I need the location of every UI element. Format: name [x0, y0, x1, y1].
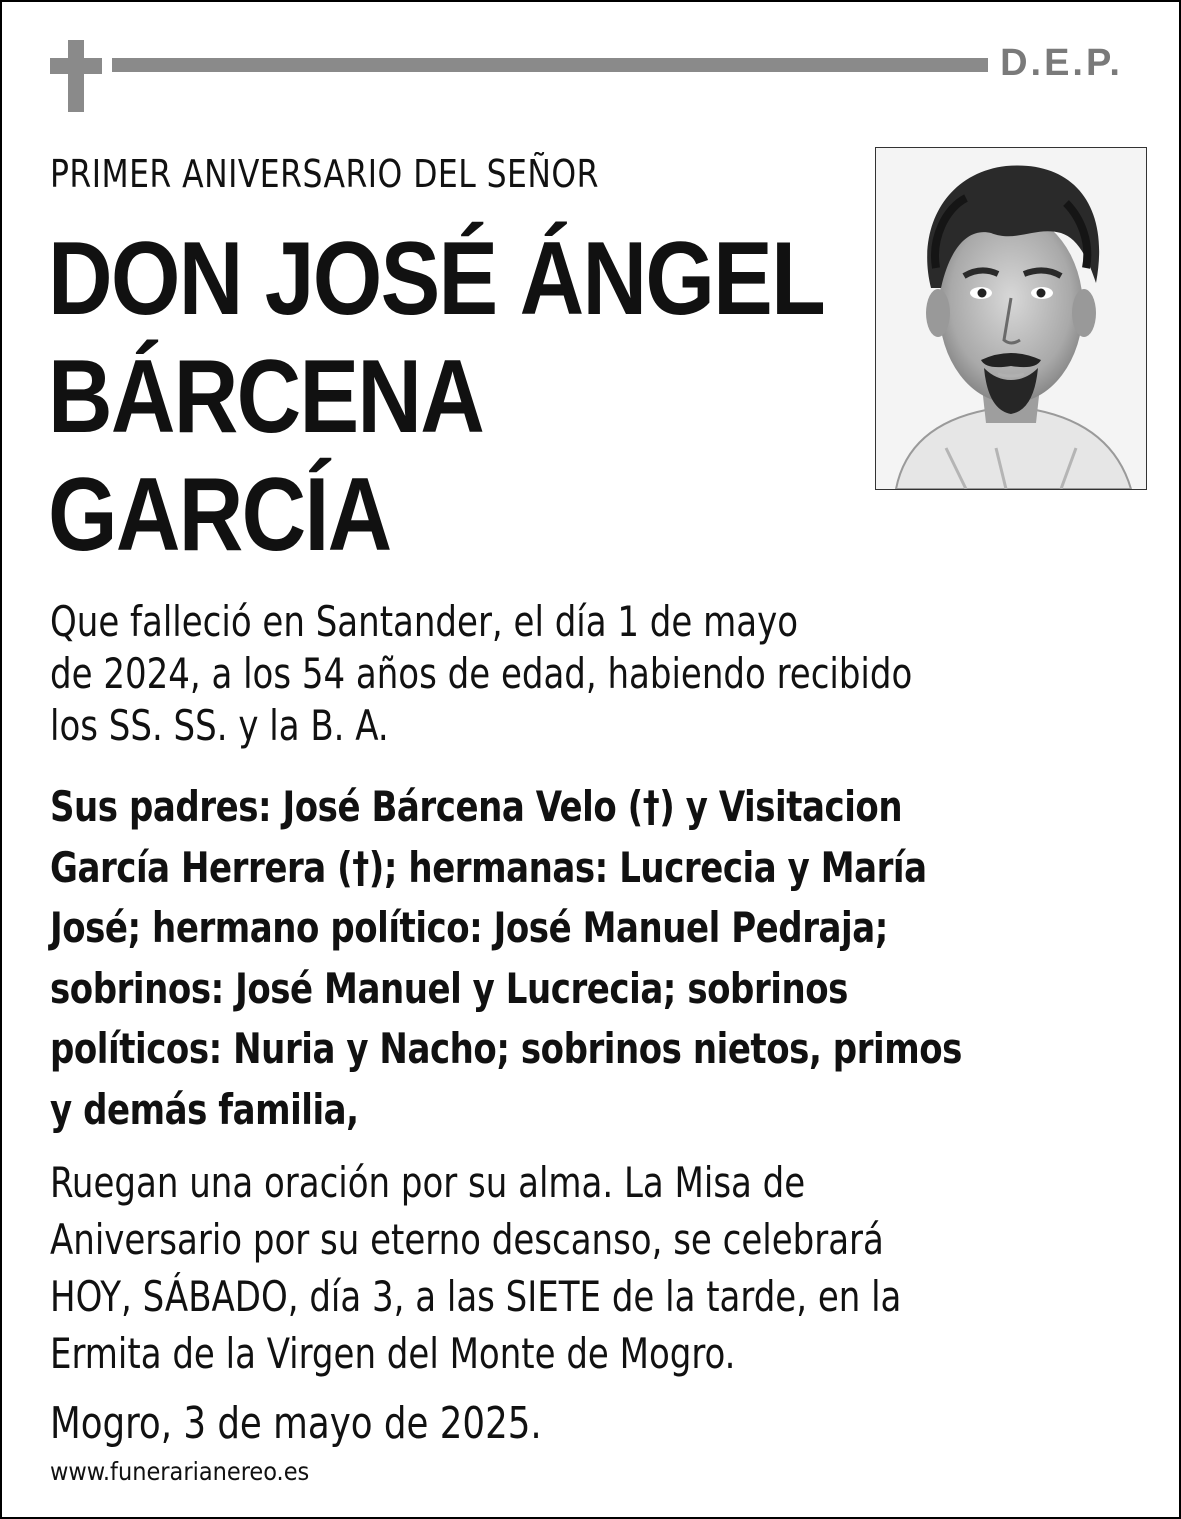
- portrait-photo: [875, 147, 1147, 490]
- text-line: Aniversario por su eterno descanso, se celebrará: [50, 1215, 884, 1264]
- cross-icon: [50, 40, 102, 112]
- text-line: Ruegan una oración por su alma. La Misa de: [50, 1158, 806, 1207]
- header-rule: [112, 58, 988, 72]
- text-line: José; hermano político: José Manuel Pedraja;: [50, 903, 888, 952]
- name-line: BÁRCENA: [48, 339, 484, 455]
- name-line: DON JOSÉ ÁNGEL: [48, 221, 825, 337]
- text-line: Ermita de la Virgen del Monte de Mogro.: [50, 1329, 736, 1378]
- dep-label: D.E.P.: [1000, 42, 1123, 84]
- place-date: [50, 1398, 1140, 1450]
- text-line: y demás familia,: [50, 1084, 359, 1134]
- text-line: García Herrera (†); hermanas: Lucrecia y María: [50, 842, 927, 892]
- family-paragraph: [50, 777, 1140, 1140]
- text-line: de 2024, a los 54 años de edad, habiendo recibido: [50, 649, 913, 698]
- name-line: GARCÍA: [48, 457, 391, 573]
- text-line: Mogro, 3 de mayo de 2025.: [50, 1398, 542, 1449]
- text-line: Que falleció en Santander, el día 1 de mayo: [50, 597, 799, 646]
- mass-paragraph: [50, 1154, 1140, 1382]
- text-line: Sus padres: José Bárcena Velo (†) y Visitacion: [50, 782, 903, 831]
- death-paragraph: [50, 596, 1140, 752]
- deceased-name: [48, 220, 824, 574]
- intro-line: PRIMER ANIVERSARIO DEL SEÑOR: [50, 152, 599, 196]
- text-line: los SS. SS. y la B. A.: [50, 701, 389, 750]
- text-line: sobrinos: José Manuel y Lucrecia; sobrinos: [50, 963, 848, 1013]
- text-line: HOY, SÁBADO, día 3, a las SIETE de la tarde, en la: [50, 1272, 902, 1321]
- website-link[interactable]: www.funerarianereo.es: [50, 1457, 310, 1486]
- text-line: políticos: Nuria y Nacho; sobrinos nietos, primos: [50, 1024, 962, 1073]
